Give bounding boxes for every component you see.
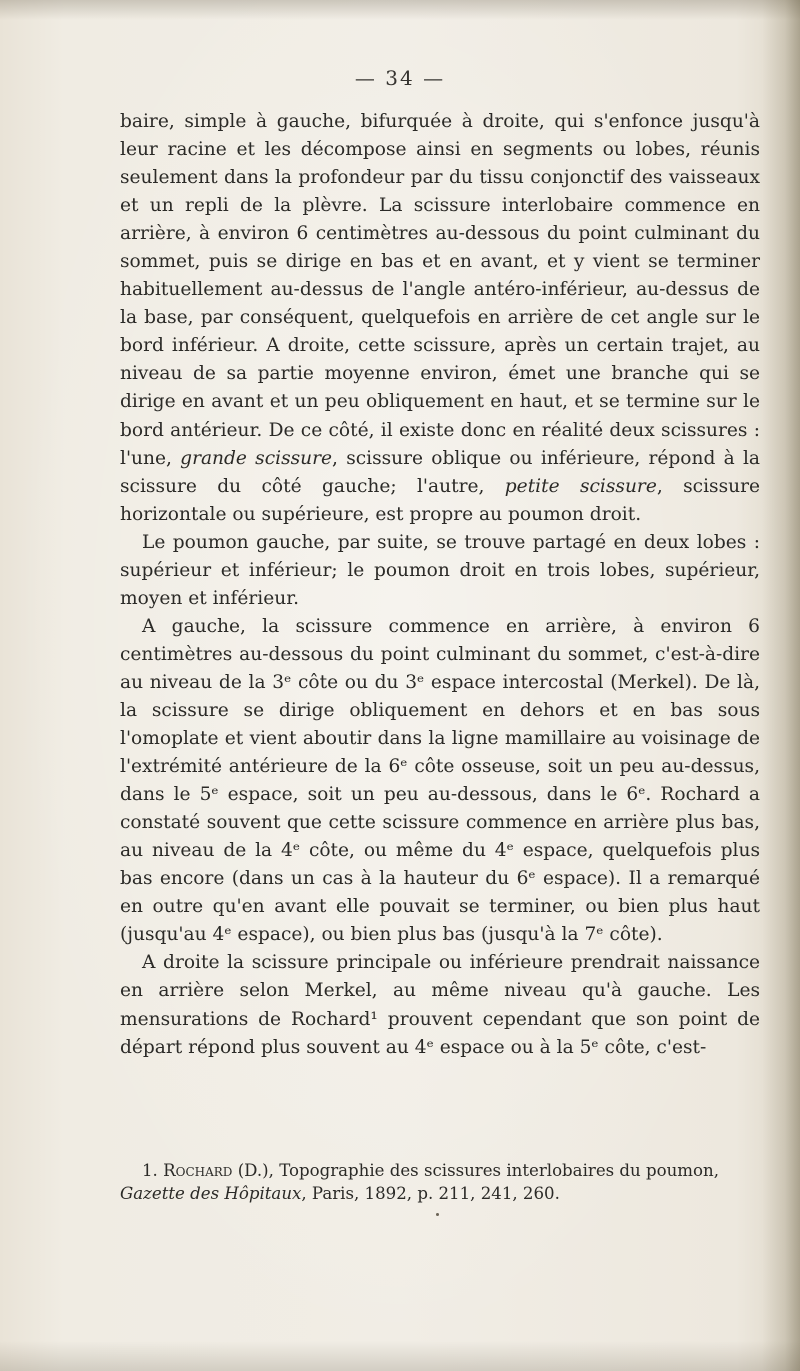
footnote-citation: (D.), Topographie des scissures interlobaires du poumon, [232, 1161, 719, 1180]
italic-term: grande scissure [180, 447, 333, 469]
footnote-journal: Gazette des Hôpitaux [120, 1184, 302, 1203]
footnote-author: Rochard [163, 1161, 233, 1180]
paper-speck [436, 1213, 439, 1216]
main-text-block [120, 108, 760, 1062]
page-number: — 34 — [354, 66, 446, 90]
paragraph [120, 613, 760, 950]
text-run: , scissure horizontale ou supérieure, est propre au poumon droit. [120, 475, 760, 525]
page-right-edge-shadow [762, 0, 800, 1371]
footnote-citation-tail: , Paris, 1892, p. 211, 241, 260. [301, 1184, 560, 1203]
page-top-shadow [0, 0, 800, 20]
footnote-marker: 1. [142, 1161, 158, 1180]
italic-term: petite scissure [504, 475, 657, 497]
text-run: A droite la scissure principale ou inférieure prendrait naissance en arrière selon Merkel, au même niveau qu'à gauche. Les mensurations de Rochard¹ prouvent cependant que son point de départ répond plus souvent au 4ᵉ espace ou à la 5ᵉ côte, c'est- [120, 952, 760, 1058]
footnote-text [120, 1159, 760, 1205]
footnote [120, 1159, 760, 1205]
text-run: baire, simple à gauche, bifurquée à droite, qui s'enfonce jusqu'à leur racine et les décompose ainsi en segments ou lobes, réunis seulement dans la profondeur par du tissu conjonctif des vaisseaux et un repli de la plèvre. La scissure interlobaire commence en arrière, à environ 6 centimètres au-dessous du point culminant du sommet, puis se dirige en bas et en avant, et y vient se terminer habituellement au-dessus de l'angle antéro-inférieur, au-dessus de la base, par conséquent, quelquefois en arrière de cet angle sur le bord inférieur. A droite, cette scissure, après un certain trajet, au niveau de sa partie moyenne environ, émet une branche qui se dirige en avant et un peu obliquement en haut, et se termine sur le bord antérieur. De ce côté, il existe donc en réalité deux scissures : l'une, [120, 111, 760, 469]
page-bottom-shadow [0, 1341, 800, 1371]
paragraph [120, 108, 760, 529]
text-run: , scissure oblique ou inférieure, répond à la scissure du côté gauche; l'autre, [120, 447, 760, 497]
text-run: Le poumon gauche, par suite, se trouve partagé en deux lobes : supérieur et inférieur; le poumon droit en trois lobes, supérieur, moyen et inférieur. [120, 531, 760, 609]
text-run: A gauche, la scissure commence en arrière, à environ 6 centimètres au-dessous du point culminant du sommet, c'est-à-dire au niveau de la 3ᵉ côte ou du 3ᵉ espace intercostal (Merkel). De là, la scissure se dirige obliquement en dehors et en bas sous l'omoplate et vient aboutir dans la ligne mamillaire au voisinage de l'extrémité antérieure de la 6ᵉ côte osseuse, soit un peu au-dessus, dans le 5ᵉ espace, soit un peu au-dessous, dans le 6ᵉ. Rochard a constaté souvent que cette scissure commence en arrière plus bas, au niveau de la 4ᵉ côte, ou même du 4ᵉ espace, quelquefois plus bas encore (dans un cas à la hauteur du 6ᵉ espace). Il a remarqué en outre qu'en avant elle pouvait se terminer, ou bien plus haut (jusqu'au 4ᵉ espace), ou bien plus bas (jusqu'à la 7ᵉ côte). [120, 615, 760, 946]
paragraph [120, 949, 760, 1061]
paragraph [120, 529, 760, 613]
